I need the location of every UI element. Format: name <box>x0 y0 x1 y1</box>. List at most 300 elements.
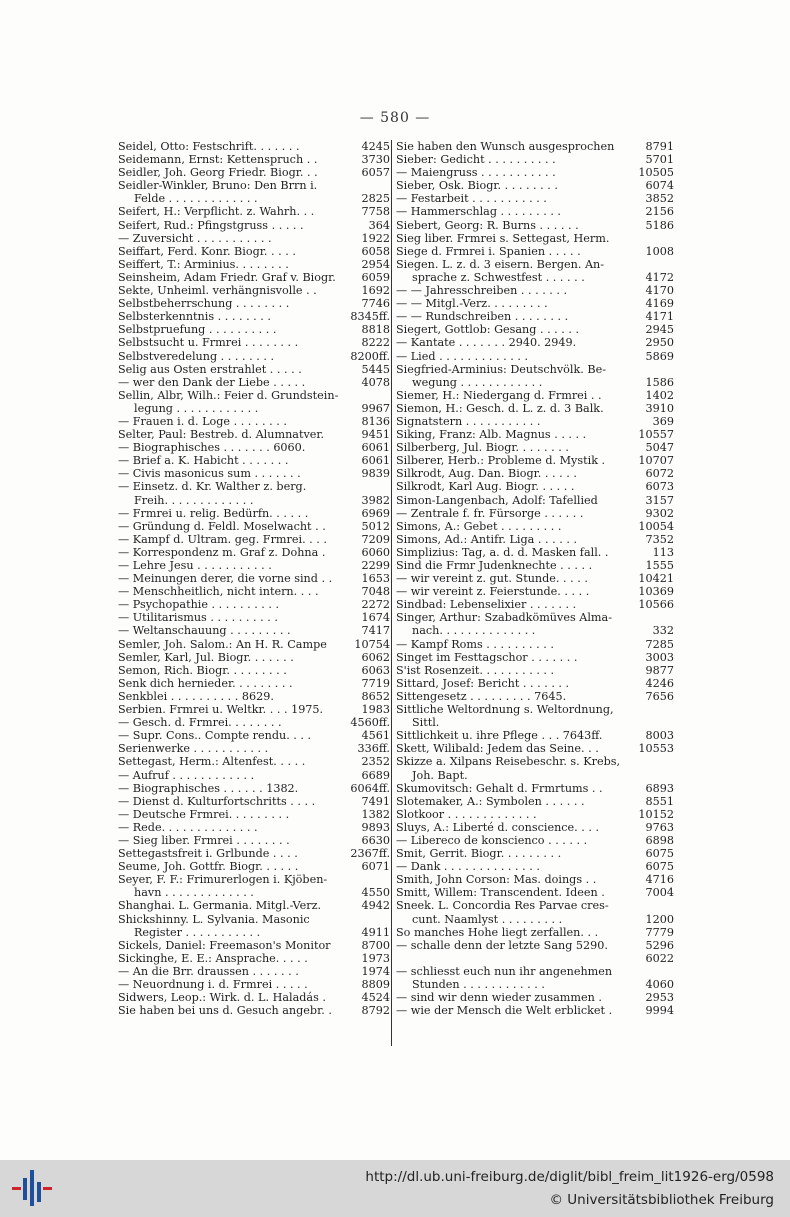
index-entry-text: Sekte, Unheiml. verhängnisvolle . . <box>118 284 317 298</box>
index-entry <box>118 690 390 703</box>
index-entry <box>396 192 674 205</box>
index-entry-ref: 8200ff. <box>350 349 390 363</box>
index-entry <box>118 834 390 847</box>
index-entry-ref: 4245 <box>361 140 390 153</box>
index-entry-ref: 3852 <box>645 192 674 206</box>
index-entry-text: — Lied . . . . . . . . . . . . . <box>396 349 528 363</box>
index-entry-text: Sindbad: Lebenselixier . . . . . . . <box>396 598 577 612</box>
index-entry <box>118 323 390 336</box>
index-entry-ref: 8136 <box>361 414 390 428</box>
index-entry-text: Silberberg, Jul. Biogr. . . . . . . . <box>396 441 569 455</box>
index-entry-text: — Lehre Jesu . . . . . . . . . . . <box>118 559 272 572</box>
index-entry-ref: 7758 <box>361 205 390 219</box>
index-entry-text: Sind die Frmr Judenknechte . . . . . <box>396 559 593 572</box>
index-entry <box>396 205 674 218</box>
index-entry-ref: 4170 <box>645 284 674 298</box>
index-entry-ref: 6060 <box>361 545 390 559</box>
index-entry-ref: 7417 <box>361 624 390 638</box>
index-entry-ref: 7719 <box>361 676 390 690</box>
index-entry-ref: 3730 <box>361 153 390 167</box>
index-entry <box>118 507 390 520</box>
index-entry-text: Sickinghe, E. E.: Ansprache. . . . . <box>118 951 308 965</box>
index-entry-text: Sittard, Josef: Bericht . . . . . . . <box>396 676 570 690</box>
index-entry-text: Serienwerke . . . . . . . . . . . <box>118 742 269 756</box>
column-divider <box>391 140 392 1046</box>
index-entry <box>396 795 674 808</box>
index-entry <box>118 153 390 166</box>
index-entry-text: — schalle denn der letzte Sang 5290. <box>396 938 608 952</box>
index-entry <box>396 559 674 572</box>
index-entry <box>396 926 674 939</box>
index-entry-ref: 6893 <box>645 781 674 795</box>
index-entry <box>396 494 674 507</box>
index-entry <box>118 350 390 363</box>
index-entry-text: — Gesch. d. Frmrei. . . . . . . . <box>118 716 282 730</box>
index-entry-text: Sieg liber. Frmrei s. Settegast, Herm. <box>396 231 610 245</box>
index-entry-text: Sluys, A.: Liberté d. conscience. . . . <box>396 820 600 834</box>
index-entry <box>118 624 390 637</box>
index-entry-ref: 369 <box>652 414 674 428</box>
index-entry-text: — An die Brr. draussen . . . . . . . <box>118 964 299 978</box>
index-entry-ref: 5186 <box>645 218 674 232</box>
index-entry-text: Singet im Festtagschor . . . . . . . <box>396 650 578 664</box>
index-entry <box>396 834 674 847</box>
index-entry-ref: 7048 <box>361 585 390 599</box>
index-entry-text: Seidemann, Ernst: Kettenspruch . . <box>118 153 318 167</box>
index-entry <box>396 153 674 166</box>
index-entry-ref: 8809 <box>361 978 390 991</box>
index-entry <box>118 205 390 218</box>
index-entry-ref: 5701 <box>645 153 674 167</box>
index-entry-text: Sellin, Albr, Wilh.: Feier d. Grundstein- <box>118 388 339 402</box>
index-entry-text: — Sieg liber. Frmrei . . . . . . . . <box>118 833 290 847</box>
index-entry-text: Seifert, Rud.: Pfingstgruss . . . . . <box>118 218 304 232</box>
index-entry-text: — Neuordnung i. d. Frmrei . . . . . <box>118 978 308 991</box>
index-entry-ref: 9967 <box>361 401 390 415</box>
index-entry-text: — wir vereint z. gut. Stunde. . . . . <box>396 572 588 586</box>
index-entry <box>118 651 390 664</box>
index-entry <box>118 991 390 1004</box>
index-entry-text: Seume, Joh. Gottfr. Biogr. . . . . . <box>118 860 299 874</box>
index-entry-ref: 6898 <box>645 833 674 847</box>
index-entry-text: — Biographisches . . . . . . . 6060. <box>118 441 306 455</box>
index-entry-text: Smitt, Willem: Transcendent. Ideen . <box>396 886 605 900</box>
index-entry-text: — Civis masonicus sum . . . . . . . <box>118 467 301 481</box>
index-entry-text: — Dienst d. Kulturfortschritts . . . . <box>118 794 316 808</box>
index-entry <box>118 219 390 232</box>
index-entry <box>118 520 390 533</box>
index-entry <box>396 651 674 664</box>
index-entry-text: Settegastsfreit i. Grlbunde . . . . <box>118 847 298 861</box>
index-entry-ref: 10054 <box>638 519 674 533</box>
index-entry-ref: 10369 <box>638 585 674 599</box>
index-entry-text: Stunden . . . . . . . . . . . . <box>412 978 545 991</box>
index-entry-ref: 4561 <box>361 729 390 743</box>
index-entry-ref: 7746 <box>361 297 390 311</box>
index-entry <box>118 559 390 572</box>
index-entry-ref: 10505 <box>638 166 674 180</box>
index-entry-ref: 1983 <box>361 703 390 717</box>
index-entry-ref: 2352 <box>361 755 390 769</box>
index-entry <box>396 611 674 624</box>
index-entry <box>396 690 674 703</box>
index-entry <box>118 821 390 834</box>
index-entry-ref: 8222 <box>361 336 390 350</box>
index-entry-text: — Kampf d. Ultram. geg. Frmrei. . . . <box>118 532 327 546</box>
index-entry-ref: 6062 <box>361 650 390 664</box>
index-entry-ref: 5012 <box>361 519 390 533</box>
index-entry <box>396 520 674 533</box>
index-entry-text: — Weltanschauung . . . . . . . . . <box>118 624 291 638</box>
index-entry-text: Senkblei . . . . . . . . . . 8629. <box>118 689 274 703</box>
index-entry-text: Slotkoor . . . . . . . . . . . . . <box>396 807 537 821</box>
index-entry-text: Shanghai. L. Germania. Mitgl.-Verz. <box>118 899 322 913</box>
index-entry-ref: 6058 <box>361 244 390 258</box>
index-entry <box>396 284 674 297</box>
index-entry <box>118 664 390 677</box>
index-entry-ref: 2953 <box>645 991 674 1005</box>
index-entry-text: Selbstveredelung . . . . . . . . <box>118 349 275 363</box>
index-entry-ref: 4246 <box>645 676 674 690</box>
index-entry-text: Freih. . . . . . . . . . . . . <box>134 493 254 507</box>
index-entry-ref: 3982 <box>361 493 390 507</box>
index-entry-ref: 9877 <box>645 663 674 677</box>
index-entry-text: Sittlichkeit u. ihre Pflege . . . 7643ff. <box>396 729 603 743</box>
index-entry-text: S'ist Rosenzeit. . . . . . . . . . . <box>396 663 555 677</box>
index-entry-text: Felde . . . . . . . . . . . . . <box>134 192 258 206</box>
index-entry-ref: 4171 <box>645 310 674 324</box>
index-column-left <box>118 140 390 1017</box>
index-entry-text: Selter, Paul: Bestreb. d. Alumnatver. <box>118 428 325 442</box>
index-entry-ref: 9994 <box>645 1004 674 1018</box>
index-entry-text: Semler, Joh. Salom.: An H. R. Campe <box>118 637 327 651</box>
index-entry-ref: 9451 <box>361 428 390 442</box>
index-entry-text: — — Jahresschreiben . . . . . . . <box>396 284 568 298</box>
index-entry-ref: 10566 <box>638 598 674 612</box>
index-entry-text: Selbstpruefung . . . . . . . . . . <box>118 323 277 337</box>
index-entry-text: Sittl. <box>412 716 440 730</box>
index-entry-ref: 7491 <box>361 794 390 808</box>
index-entry <box>396 873 674 886</box>
index-entry-text: Smit, Gerrit. Biogr. . . . . . . . . <box>396 847 562 861</box>
index-entry-text: — — Mitgl.-Verz. . . . . . . . . <box>396 297 548 311</box>
index-entry <box>396 952 674 965</box>
index-entry-text: Siebert, Georg: R. Burns . . . . . . <box>396 218 579 232</box>
index-entry-ref: 2299 <box>361 559 390 572</box>
index-entry-text: Sittliche Weltordnung s. Weltordnung, <box>396 703 614 717</box>
index-entry <box>396 978 674 991</box>
index-entry-ref: 4911 <box>361 925 390 939</box>
index-entry-text: — Einsetz. d. Kr. Walther z. berg. <box>118 480 307 494</box>
permalink-url[interactable]: http://dl.ub.uni-freiburg.de/diglit/bibl_freim_lit1926-erg/0598 <box>365 1169 774 1185</box>
index-entry <box>396 232 674 245</box>
index-entry-text: — Deutsche Frmrei. . . . . . . . . <box>118 807 290 821</box>
index-column-right <box>396 140 674 1017</box>
index-entry <box>396 428 674 441</box>
index-entry <box>118 480 390 493</box>
index-entry-ref: 6071 <box>361 860 390 874</box>
index-entry-ref: 6072 <box>645 467 674 481</box>
index-entry <box>118 965 390 978</box>
index-entry <box>396 441 674 454</box>
index-entry <box>396 271 674 284</box>
index-entry <box>396 821 674 834</box>
index-entry-ref: 1402 <box>645 388 674 402</box>
index-entry-ref: 7285 <box>645 637 674 651</box>
index-entry <box>118 271 390 284</box>
index-entry <box>396 467 674 480</box>
index-entry <box>118 598 390 611</box>
index-entry <box>118 297 390 310</box>
index-entry-text: Silberer, Herb.: Probleme d. Mystik . <box>396 454 606 468</box>
index-entry <box>118 441 390 454</box>
index-entry-text: legung . . . . . . . . . . . . <box>134 401 259 415</box>
index-entry <box>118 284 390 297</box>
index-entry <box>396 140 674 153</box>
index-entry <box>396 507 674 520</box>
index-entry <box>396 755 674 768</box>
index-entry-ref: 7656 <box>645 689 674 703</box>
index-entry <box>118 677 390 690</box>
index-entry-text: So manches Hohe liegt zerfallen. . . <box>396 925 599 939</box>
index-entry <box>396 860 674 873</box>
index-entry <box>118 952 390 965</box>
index-entry-ref: 6061 <box>361 441 390 455</box>
index-entry-text: Settegast, Herm.: Altenfest. . . . . <box>118 755 306 769</box>
index-entry <box>396 716 674 729</box>
index-entry <box>118 232 390 245</box>
index-entry-text: Semon, Rich. Biogr. . . . . . . . . <box>118 663 287 677</box>
index-entry <box>118 611 390 624</box>
index-entry <box>118 336 390 349</box>
index-entry-text: — Kantate . . . . . . . 2940. 2949. <box>396 336 577 350</box>
index-entry-ref: 113 <box>652 545 674 559</box>
index-entry <box>118 310 390 323</box>
index-entry-ref: 332 <box>652 624 674 638</box>
index-entry-text: Skumovitsch: Gehalt d. Frmrtums . . <box>396 781 603 795</box>
index-entry-text: Sie haben bei uns d. Gesuch angebr. . <box>118 1004 332 1018</box>
index-entry-ref: 4942 <box>361 899 390 913</box>
index-entry-text: Selig aus Osten erstrahlet . . . . . <box>118 362 302 376</box>
index-entry-ref: 1653 <box>361 572 390 586</box>
index-entry <box>118 913 390 926</box>
index-entry-ref: 6022 <box>645 951 674 965</box>
index-entry-text: Seifert, H.: Verpflicht. z. Wahrh. . . <box>118 205 315 219</box>
index-entry-text: — Supr. Cons.. Compte rendu. . . . <box>118 729 312 743</box>
page-number: — 580 — <box>359 110 431 126</box>
index-entry-text: Sneek. L. Concordia Res Parvae cres- <box>396 899 609 913</box>
index-entry-text: Selbsterkenntnis . . . . . . . . <box>118 310 271 324</box>
index-entry-text: Sittengesetz . . . . . . . . . 7645. <box>396 689 567 703</box>
index-entry-text: Sie haben den Wunsch ausgesprochen <box>396 140 615 153</box>
index-entry-text: — wer den Dank der Liebe . . . . . <box>118 375 306 389</box>
index-entry-text: — Rede. . . . . . . . . . . . . . <box>118 820 258 834</box>
index-entry <box>396 245 674 258</box>
index-entry-ref: 2367ff. <box>350 847 390 861</box>
index-entry-ref: 4060 <box>645 978 674 991</box>
index-entry-text: — Menschheitlich, nicht intern. . . . <box>118 585 319 599</box>
index-entry-ref: 6075 <box>645 847 674 861</box>
index-entry-text: — Festarbeit . . . . . . . . . . . <box>396 192 547 206</box>
index-entry <box>396 258 674 271</box>
index-entry-ref: 6075 <box>645 860 674 874</box>
index-entry <box>118 886 390 899</box>
index-entry <box>118 585 390 598</box>
index-entry <box>118 860 390 873</box>
index-entry <box>396 336 674 349</box>
ub-freiburg-logo-icon <box>12 1170 52 1206</box>
index-entry <box>396 402 674 415</box>
index-entry-ref: 4078 <box>361 375 390 389</box>
index-entry-ref: 7779 <box>645 925 674 939</box>
index-entry-ref: 8551 <box>645 794 674 808</box>
index-entry <box>118 166 390 179</box>
index-entry-text: Serbien. Frmrei u. Weltkr. . . . 1975. <box>118 703 324 717</box>
index-entry-text: sprache z. Schwestfest . . . . . . <box>412 270 585 284</box>
index-entry-ref: 6689 <box>361 768 390 782</box>
index-entry-ref: 6074 <box>645 179 674 193</box>
index-entry-text: — Aufruf . . . . . . . . . . . . <box>118 768 255 782</box>
index-entry-text: Senk dich hernieder. . . . . . . . . <box>118 676 293 690</box>
index-entry <box>396 389 674 402</box>
index-entry <box>396 363 674 376</box>
index-entry <box>118 703 390 716</box>
index-entry-ref: 336ff. <box>357 742 390 756</box>
index-entry <box>396 350 674 363</box>
index-entry-ref: 8818 <box>361 323 390 337</box>
index-entry-text: Skizze a. Xilpans Reisebeschr. s. Krebs, <box>396 755 621 769</box>
index-entry-text: — wir vereint z. Feierstunde. . . . . <box>396 585 590 599</box>
index-entry-ref: 4550 <box>361 886 390 900</box>
index-entry-ref: 1922 <box>361 231 390 245</box>
index-entry-ref: 6969 <box>361 506 390 520</box>
index-entry <box>396 624 674 637</box>
index-entry <box>118 258 390 271</box>
index-entry-ref: 8345ff. <box>350 310 390 324</box>
index-entry-ref: 2950 <box>645 336 674 350</box>
index-entry-text: — schliesst euch nun ihr angenehmen <box>396 964 613 978</box>
index-entry-text: Seidel, Otto: Festschrift. . . . . . . <box>118 140 300 153</box>
index-entry-text: Silkrodt, Karl Aug. Biogr. . . . . . <box>396 480 575 494</box>
index-entry-ref: 6073 <box>645 480 674 494</box>
index-entry-text: — Utilitarismus . . . . . . . . . . <box>118 611 278 625</box>
index-entry-text: Shickshinny. L. Sylvania. Masonic <box>118 912 310 926</box>
index-entry-text: Seidler, Joh. Georg Friedr. Biogr. . . <box>118 166 318 180</box>
index-entry-ref: 5869 <box>645 349 674 363</box>
index-entry-text: — Biographisches . . . . . . 1382. <box>118 781 299 795</box>
index-entry-text: Siemon, H.: Gesch. d. L. z. d. 3 Balk. <box>396 401 604 415</box>
index-entry-ref: 8792 <box>361 1004 390 1018</box>
index-entry-ref: 3003 <box>645 650 674 664</box>
index-entry-text: Smith, John Corson: Mas. doings . . <box>396 873 597 887</box>
index-entry <box>118 873 390 886</box>
index-entry <box>396 323 674 336</box>
index-entry <box>118 376 390 389</box>
index-entry-ref: 4560ff. <box>350 716 390 730</box>
index-entry-text: — Brief a. K. Habicht . . . . . . . <box>118 454 289 468</box>
index-entry-text: Joh. Bapt. <box>412 768 468 782</box>
index-entry-text: Selbstsucht u. Frmrei . . . . . . . . <box>118 336 299 350</box>
index-entry-ref: 9893 <box>361 820 390 834</box>
index-entry-text: Selbstbeherrschung . . . . . . . . <box>118 297 290 311</box>
index-entry-text: Siegen. L. z. d. 3 eisern. Bergen. An- <box>396 257 605 271</box>
index-entry-ref: 9302 <box>645 506 674 520</box>
index-entry <box>396 703 674 716</box>
index-entry-text: — Frauen i. d. Loge . . . . . . . . <box>118 414 287 428</box>
index-entry-ref: 1973 <box>361 951 390 965</box>
index-entry <box>396 782 674 795</box>
index-entry-text: Seyer, F. F.: Frimurerlogen i. Kjöben- <box>118 873 328 887</box>
index-entry-text: Sieber: Gedicht . . . . . . . . . . <box>396 153 556 167</box>
index-entry <box>118 847 390 860</box>
index-entry-ref: 364 <box>368 218 390 232</box>
index-entry-text: wegung . . . . . . . . . . . . <box>412 375 543 389</box>
index-entry <box>118 926 390 939</box>
index-entry <box>396 454 674 467</box>
index-entry-text: Sickels, Daniel: Freemason's Monitor <box>118 938 331 952</box>
index-entry-text: — Maiengruss . . . . . . . . . . . <box>396 166 556 180</box>
index-entry-text: cunt. Naamlyst . . . . . . . . . <box>412 912 563 926</box>
index-entry <box>118 140 390 153</box>
index-entry-ref: 8003 <box>645 729 674 743</box>
index-entry <box>118 638 390 651</box>
index-entry <box>396 886 674 899</box>
index-entry <box>396 179 674 192</box>
index-entry <box>396 1004 674 1017</box>
index-entry-text: — Kampf Roms . . . . . . . . . . <box>396 637 554 651</box>
index-entry <box>118 467 390 480</box>
index-entry <box>396 899 674 912</box>
index-entry <box>118 742 390 755</box>
index-entry-text: Siemer, H.: Niedergang d. Frmrei . . <box>396 388 602 402</box>
index-entry-ref: 1974 <box>361 964 390 978</box>
index-entry-ref: 6057 <box>361 166 390 180</box>
index-entry-text: — Psychopathie . . . . . . . . . . <box>118 598 280 612</box>
index-entry-text: Siking, Franz: Alb. Magnus . . . . . <box>396 428 587 442</box>
index-entry-ref: 8791 <box>645 140 674 153</box>
index-entry-text: Siegfried-Arminius: Deutschvölk. Be- <box>396 362 606 376</box>
index-entry-text: Signatstern . . . . . . . . . . . <box>396 414 541 428</box>
index-entry-ref: 7352 <box>645 532 674 546</box>
index-entry <box>118 389 390 402</box>
index-entry-ref: 4169 <box>645 297 674 311</box>
index-entry <box>118 192 390 205</box>
index-entry-ref: 7209 <box>361 532 390 546</box>
index-entry <box>118 415 390 428</box>
index-entry-text: — Libereco de konscienco . . . . . . <box>396 833 588 847</box>
index-entry-ref: 2945 <box>645 323 674 337</box>
index-entry-text: Silkrodt, Aug. Dan. Biogr. . . . . . <box>396 467 577 481</box>
index-entry <box>118 716 390 729</box>
index-entry-ref: 8652 <box>361 689 390 703</box>
index-entry <box>396 585 674 598</box>
index-entry-ref: 1674 <box>361 611 390 625</box>
index-entry-ref: 7004 <box>645 886 674 900</box>
index-entry <box>118 769 390 782</box>
index-entry-text: — Meinungen derer, die vorne sind . . <box>118 572 333 586</box>
index-entry-text: Seiffert, T.: Arminius. . . . . . . . <box>118 257 289 271</box>
index-entry-text: Singer, Arthur: Szabadkömüves Alma- <box>396 611 612 625</box>
index-entry <box>118 978 390 991</box>
index-entry-ref: 10557 <box>638 428 674 442</box>
index-entry-text: Semler, Karl, Jul. Biogr. . . . . . . <box>118 650 294 664</box>
index-entry-ref: 1382 <box>361 807 390 821</box>
index-entry <box>118 572 390 585</box>
index-entry <box>396 415 674 428</box>
index-entry-ref: 10754 <box>354 637 390 651</box>
index-entry-ref: 1692 <box>361 284 390 298</box>
index-entry <box>396 638 674 651</box>
